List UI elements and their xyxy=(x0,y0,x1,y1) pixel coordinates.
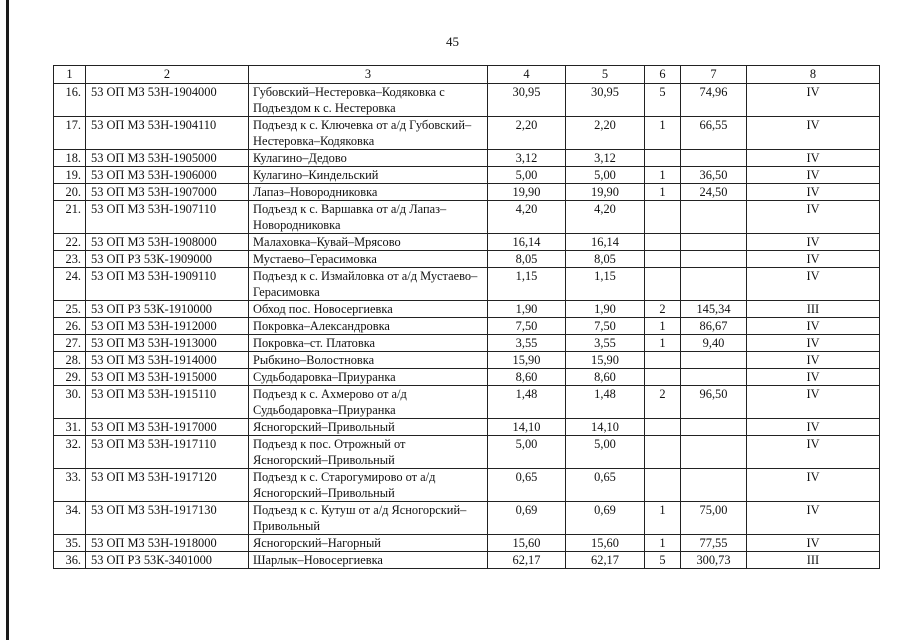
length-value-cell: 4,20 xyxy=(566,201,645,234)
table-row xyxy=(54,150,880,167)
road-code-cell: 53 ОП МЗ 53Н-1917110 xyxy=(86,436,249,469)
length-other-cell xyxy=(681,352,747,369)
count-value-cell: 5 xyxy=(645,84,681,117)
row-number-cell: 19. xyxy=(54,167,86,184)
length-total-cell: 4,20 xyxy=(488,201,566,234)
length-value-cell: 30,95 xyxy=(566,84,645,117)
road-name-cell: Обход пос. Новосергиевка xyxy=(249,301,488,318)
road-code-cell: 53 ОП МЗ 53Н-1904110 xyxy=(86,117,249,150)
length-value-cell: 15,60 xyxy=(566,535,645,552)
length-value-cell: 3,12 xyxy=(566,150,645,167)
length-total-cell: 0,69 xyxy=(488,502,566,535)
row-number-cell: 21. xyxy=(54,201,86,234)
length-other-cell: 96,50 xyxy=(681,386,747,419)
road-code-cell: 53 ОП РЗ 53К-1909000 xyxy=(86,251,249,268)
table-row xyxy=(54,251,880,268)
road-name-cell: Покровка–ст. Платовка xyxy=(249,335,488,352)
count-value-cell xyxy=(645,268,681,301)
length-other-cell: 74,96 xyxy=(681,84,747,117)
row-number-cell: 31. xyxy=(54,419,86,436)
table-row xyxy=(54,201,880,234)
road-category-cell: IV xyxy=(747,502,880,535)
road-name-cell: Ясногорский–Нагорный xyxy=(249,535,488,552)
road-name-cell: Шарлык–Новосергиевка xyxy=(249,552,488,569)
table-row xyxy=(54,167,880,184)
road-category-cell: III xyxy=(747,301,880,318)
column-header: 5 xyxy=(566,66,645,84)
row-number-cell: 26. xyxy=(54,318,86,335)
count-value-cell: 2 xyxy=(645,386,681,419)
road-category-cell: IV xyxy=(747,436,880,469)
column-header: 2 xyxy=(86,66,249,84)
length-total-cell: 1,48 xyxy=(488,386,566,419)
road-category-cell: IV xyxy=(747,201,880,234)
table-row xyxy=(54,436,880,469)
count-value-cell xyxy=(645,352,681,369)
road-code-cell: 53 ОП МЗ 53Н-1917130 xyxy=(86,502,249,535)
table-row xyxy=(54,335,880,352)
length-value-cell: 16,14 xyxy=(566,234,645,251)
column-header: 3 xyxy=(249,66,488,84)
length-total-cell: 15,90 xyxy=(488,352,566,369)
length-total-cell: 15,60 xyxy=(488,535,566,552)
road-code-cell: 53 ОП МЗ 53Н-1904000 xyxy=(86,84,249,117)
row-number-cell: 17. xyxy=(54,117,86,150)
column-header: 1 xyxy=(54,66,86,84)
table-row xyxy=(54,268,880,301)
length-total-cell: 7,50 xyxy=(488,318,566,335)
table-row xyxy=(54,184,880,201)
table-row xyxy=(54,117,880,150)
count-value-cell xyxy=(645,469,681,502)
row-number-cell: 22. xyxy=(54,234,86,251)
length-total-cell: 14,10 xyxy=(488,419,566,436)
table-row xyxy=(54,552,880,569)
length-other-cell: 86,67 xyxy=(681,318,747,335)
road-name-cell: Рыбкино–Волостновка xyxy=(249,352,488,369)
road-code-cell: 53 ОП МЗ 53Н-1915110 xyxy=(86,386,249,419)
length-other-cell xyxy=(681,150,747,167)
count-value-cell xyxy=(645,201,681,234)
length-value-cell: 0,69 xyxy=(566,502,645,535)
length-other-cell: 300,73 xyxy=(681,552,747,569)
road-category-cell: IV xyxy=(747,386,880,419)
count-value-cell: 5 xyxy=(645,552,681,569)
road-category-cell: IV xyxy=(747,335,880,352)
road-name-cell: Подъезд к с. Варшавка от а/д Лапаз–Новородниковка xyxy=(249,201,488,234)
row-number-cell: 32. xyxy=(54,436,86,469)
count-value-cell: 1 xyxy=(645,318,681,335)
length-value-cell: 62,17 xyxy=(566,552,645,569)
length-other-cell: 145,34 xyxy=(681,301,747,318)
road-category-cell: IV xyxy=(747,369,880,386)
count-value-cell: 1 xyxy=(645,167,681,184)
length-other-cell xyxy=(681,369,747,386)
road-category-cell: IV xyxy=(747,167,880,184)
table-row xyxy=(54,301,880,318)
road-code-cell: 53 ОП РЗ 53К-3401000 xyxy=(86,552,249,569)
road-category-cell: IV xyxy=(747,318,880,335)
road-code-cell: 53 ОП МЗ 53Н-1907000 xyxy=(86,184,249,201)
road-category-cell: IV xyxy=(747,84,880,117)
count-value-cell xyxy=(645,251,681,268)
row-number-cell: 35. xyxy=(54,535,86,552)
count-value-cell xyxy=(645,436,681,469)
count-value-cell: 2 xyxy=(645,301,681,318)
roads-table xyxy=(53,65,880,569)
road-code-cell: 53 ОП МЗ 53Н-1918000 xyxy=(86,535,249,552)
column-header: 6 xyxy=(645,66,681,84)
row-number-cell: 18. xyxy=(54,150,86,167)
road-category-cell: IV xyxy=(747,234,880,251)
road-name-cell: Губовский–Нестеровка–Кодяковка с Подъездом к с. Нестеровка xyxy=(249,84,488,117)
count-value-cell xyxy=(645,369,681,386)
road-name-cell: Подъезд к с. Ключевка от а/д Губовский–Нестеровка–Кодяковка xyxy=(249,117,488,150)
column-header: 4 xyxy=(488,66,566,84)
row-number-cell: 25. xyxy=(54,301,86,318)
count-value-cell xyxy=(645,150,681,167)
column-header: 7 xyxy=(681,66,747,84)
length-value-cell: 8,05 xyxy=(566,251,645,268)
row-number-cell: 34. xyxy=(54,502,86,535)
count-value-cell: 1 xyxy=(645,184,681,201)
road-category-cell: IV xyxy=(747,352,880,369)
count-value-cell: 1 xyxy=(645,335,681,352)
length-total-cell: 8,05 xyxy=(488,251,566,268)
table-row xyxy=(54,369,880,386)
road-code-cell: 53 ОП МЗ 53Н-1914000 xyxy=(86,352,249,369)
length-total-cell: 62,17 xyxy=(488,552,566,569)
road-code-cell: 53 ОП МЗ 53Н-1915000 xyxy=(86,369,249,386)
length-other-cell xyxy=(681,201,747,234)
road-name-cell: Ясногорский–Привольный xyxy=(249,419,488,436)
road-name-cell: Подъезд к с. Ахмерово от а/д Судьбодаровка–Приуранка xyxy=(249,386,488,419)
road-name-cell: Кулагино–Дедово xyxy=(249,150,488,167)
road-code-cell: 53 ОП МЗ 53Н-1908000 xyxy=(86,234,249,251)
road-name-cell: Подъезд к с. Старогумирово от а/д Ясногорский–Привольный xyxy=(249,469,488,502)
row-number-cell: 16. xyxy=(54,84,86,117)
length-value-cell: 15,90 xyxy=(566,352,645,369)
road-name-cell: Покровка–Александровка xyxy=(249,318,488,335)
length-other-cell xyxy=(681,419,747,436)
table-header-row xyxy=(54,66,880,84)
count-value-cell xyxy=(645,419,681,436)
road-category-cell: IV xyxy=(747,469,880,502)
column-header: 8 xyxy=(747,66,880,84)
table-body xyxy=(54,84,880,569)
length-other-cell: 75,00 xyxy=(681,502,747,535)
table-row xyxy=(54,234,880,251)
length-total-cell: 8,60 xyxy=(488,369,566,386)
table-row xyxy=(54,386,880,419)
length-other-cell: 66,55 xyxy=(681,117,747,150)
length-value-cell: 5,00 xyxy=(566,167,645,184)
count-value-cell xyxy=(645,234,681,251)
table-row xyxy=(54,318,880,335)
length-value-cell: 14,10 xyxy=(566,419,645,436)
row-number-cell: 30. xyxy=(54,386,86,419)
length-value-cell: 1,15 xyxy=(566,268,645,301)
length-total-cell: 1,15 xyxy=(488,268,566,301)
length-other-cell xyxy=(681,268,747,301)
row-number-cell: 20. xyxy=(54,184,86,201)
count-value-cell: 1 xyxy=(645,502,681,535)
length-total-cell: 0,65 xyxy=(488,469,566,502)
road-category-cell: IV xyxy=(747,184,880,201)
length-total-cell: 3,12 xyxy=(488,150,566,167)
length-other-cell xyxy=(681,234,747,251)
count-value-cell: 1 xyxy=(645,117,681,150)
length-total-cell: 5,00 xyxy=(488,436,566,469)
road-category-cell: IV xyxy=(747,419,880,436)
count-value-cell: 1 xyxy=(645,535,681,552)
length-value-cell: 0,65 xyxy=(566,469,645,502)
table-row xyxy=(54,352,880,369)
table-row xyxy=(54,469,880,502)
road-code-cell: 53 ОП МЗ 53Н-1905000 xyxy=(86,150,249,167)
length-total-cell: 16,14 xyxy=(488,234,566,251)
length-total-cell: 3,55 xyxy=(488,335,566,352)
length-other-cell xyxy=(681,469,747,502)
row-number-cell: 29. xyxy=(54,369,86,386)
road-name-cell: Подъезд к пос. Отрожный от Ясногорский–Привольный xyxy=(249,436,488,469)
road-category-cell: IV xyxy=(747,251,880,268)
length-total-cell: 2,20 xyxy=(488,117,566,150)
road-code-cell: 53 ОП МЗ 53Н-1912000 xyxy=(86,318,249,335)
row-number-cell: 36. xyxy=(54,552,86,569)
length-value-cell: 19,90 xyxy=(566,184,645,201)
length-value-cell: 1,90 xyxy=(566,301,645,318)
table-row xyxy=(54,502,880,535)
length-other-cell: 9,40 xyxy=(681,335,747,352)
row-number-cell: 33. xyxy=(54,469,86,502)
road-category-cell: IV xyxy=(747,535,880,552)
length-total-cell: 19,90 xyxy=(488,184,566,201)
length-total-cell: 30,95 xyxy=(488,84,566,117)
row-number-cell: 24. xyxy=(54,268,86,301)
road-category-cell: IV xyxy=(747,268,880,301)
road-code-cell: 53 ОП МЗ 53Н-1906000 xyxy=(86,167,249,184)
road-name-cell: Лапаз–Новородниковка xyxy=(249,184,488,201)
length-value-cell: 7,50 xyxy=(566,318,645,335)
length-other-cell xyxy=(681,251,747,268)
road-name-cell: Подъезд к с. Измайловка от а/д Мустаево–Герасимовка xyxy=(249,268,488,301)
length-other-cell: 77,55 xyxy=(681,535,747,552)
road-code-cell: 53 ОП МЗ 53Н-1917120 xyxy=(86,469,249,502)
road-code-cell: 53 ОП МЗ 53Н-1907110 xyxy=(86,201,249,234)
road-code-cell: 53 ОП МЗ 53Н-1917000 xyxy=(86,419,249,436)
row-number-cell: 27. xyxy=(54,335,86,352)
length-other-cell: 24,50 xyxy=(681,184,747,201)
length-other-cell xyxy=(681,436,747,469)
road-code-cell: 53 ОП МЗ 53Н-1913000 xyxy=(86,335,249,352)
row-number-cell: 28. xyxy=(54,352,86,369)
length-value-cell: 3,55 xyxy=(566,335,645,352)
table-row xyxy=(54,535,880,552)
length-value-cell: 2,20 xyxy=(566,117,645,150)
length-other-cell: 36,50 xyxy=(681,167,747,184)
road-category-cell: IV xyxy=(747,117,880,150)
road-name-cell: Малаховка–Кувай–Мрясово xyxy=(249,234,488,251)
road-code-cell: 53 ОП МЗ 53Н-1909110 xyxy=(86,268,249,301)
road-name-cell: Судьбодаровка–Приуранка xyxy=(249,369,488,386)
length-total-cell: 1,90 xyxy=(488,301,566,318)
road-category-cell: IV xyxy=(747,150,880,167)
table-row xyxy=(54,84,880,117)
length-value-cell: 8,60 xyxy=(566,369,645,386)
page-number: 45 xyxy=(446,34,459,49)
table-row xyxy=(54,419,880,436)
road-name-cell: Кулагино–Киндельский xyxy=(249,167,488,184)
length-total-cell: 5,00 xyxy=(488,167,566,184)
road-name-cell: Мустаево–Герасимовка xyxy=(249,251,488,268)
road-name-cell: Подъезд к с. Кутуш от а/д Ясногорский–Привольный xyxy=(249,502,488,535)
row-number-cell: 23. xyxy=(54,251,86,268)
page-edge-line xyxy=(6,0,9,640)
length-value-cell: 5,00 xyxy=(566,436,645,469)
road-category-cell: III xyxy=(747,552,880,569)
road-code-cell: 53 ОП РЗ 53К-1910000 xyxy=(86,301,249,318)
length-value-cell: 1,48 xyxy=(566,386,645,419)
